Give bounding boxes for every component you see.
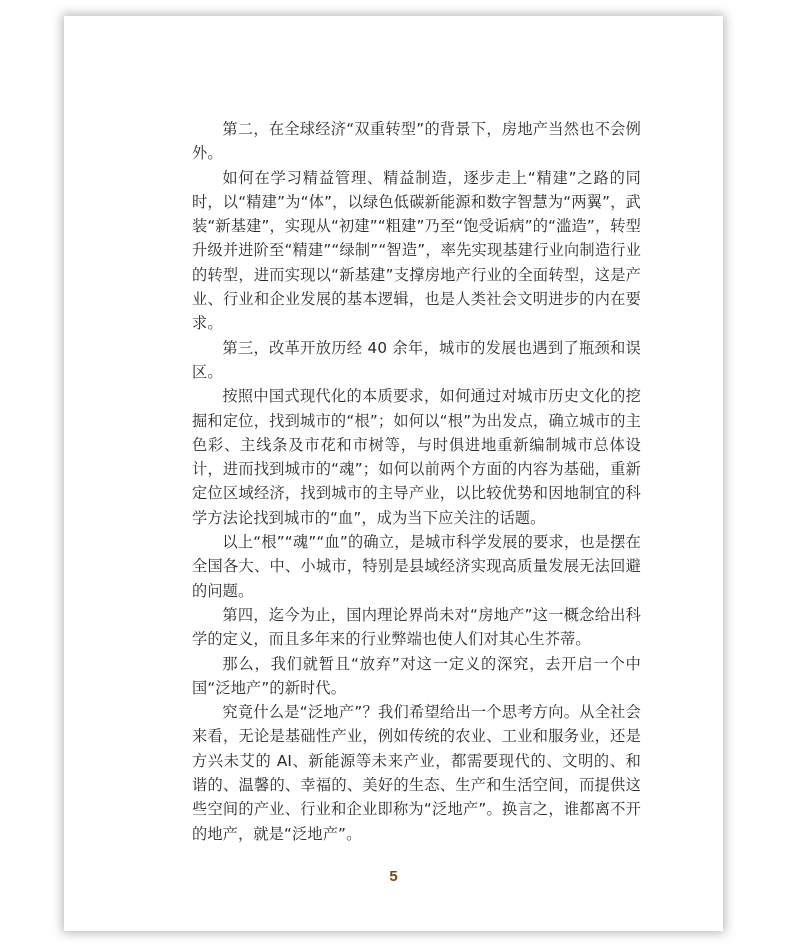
paragraph-3: 第三，改革开放历经 40 余年，城市的发展也遇到了瓶颈和误区。 bbox=[192, 338, 641, 381]
paragraph-1: 第二，在全球经济“双重转型”的背景下，房地产当然也不会例外。 bbox=[192, 120, 641, 163]
paragraph-2: 如何在学习精益管理、精益制造，逐步走上“精建”之路的同时，以“精建”为“体”，以绿色低碳新能源和数字智慧为“两翼”，武装“新基建”，实现从“初建”“粗建”乃至“饱受诟病”的“滥造”，转型升级并进阶至“精建”“绿制”“智造”，率先实现基建行业向制造行业的转型，进而实现以“新基建”支撑房地产行业的全面转型，这是产业、行业和企业发展的基本逻辑，也是人类社会文明进步的内在要求。 bbox=[192, 168, 641, 333]
paragraph-7: 那么，我们就暂且“放弃”对这一定义的深究，去开启一个中国“泛地产”的新时代。 bbox=[192, 654, 641, 697]
document-page bbox=[64, 16, 723, 931]
paragraph-6: 第四，迄今为止，国内理论界尚未对“房地产”这一概念给出科学的定义，而且多年来的行业弊端也使人们对其心生芥蒂。 bbox=[192, 605, 641, 649]
paragraph-5: 以上“根”“魂”“血”的确立，是城市科学发展的要求，也是摆在全国各大、中、小城市，特别是县域经济实现高质量发展无法回避的问题。 bbox=[192, 533, 641, 600]
paragraph-8: 究竟什么是“泛地产”？我们希望给出一个思考方向。从全社会来看，无论是基础性产业，例如传统的农业、工业和服务业，还是方兴未艾的 AI、新能源等未来产业，都需要现代的、文明的、和谐的、温馨的、幸福的、美好的生态、生产和生活空间，而提供这些空间的产业、行业和企业即称为“泛地产”。换言之，谁都离不开的地产，就是“泛地产”。 bbox=[192, 703, 641, 843]
body-text bbox=[192, 117, 641, 846]
paragraph-4: 按照中国式现代化的本质要求，如何通过对城市历史文化的挖掘和定位，找到城市的“根”；如何以“根”为出发点，确立城市的主色彩、主线条及市花和市树等，与时俱进地重新编制城市总体设计，进而找到城市的“魂”；如何以前两个方面的内容为基础，重新定位区域经济，找到城市的主导产业，以比较优势和因地制宜的科学方法论找到城市的“血”，成为当下应关注的话题。 bbox=[192, 387, 641, 527]
page-number: 5 bbox=[389, 868, 398, 885]
